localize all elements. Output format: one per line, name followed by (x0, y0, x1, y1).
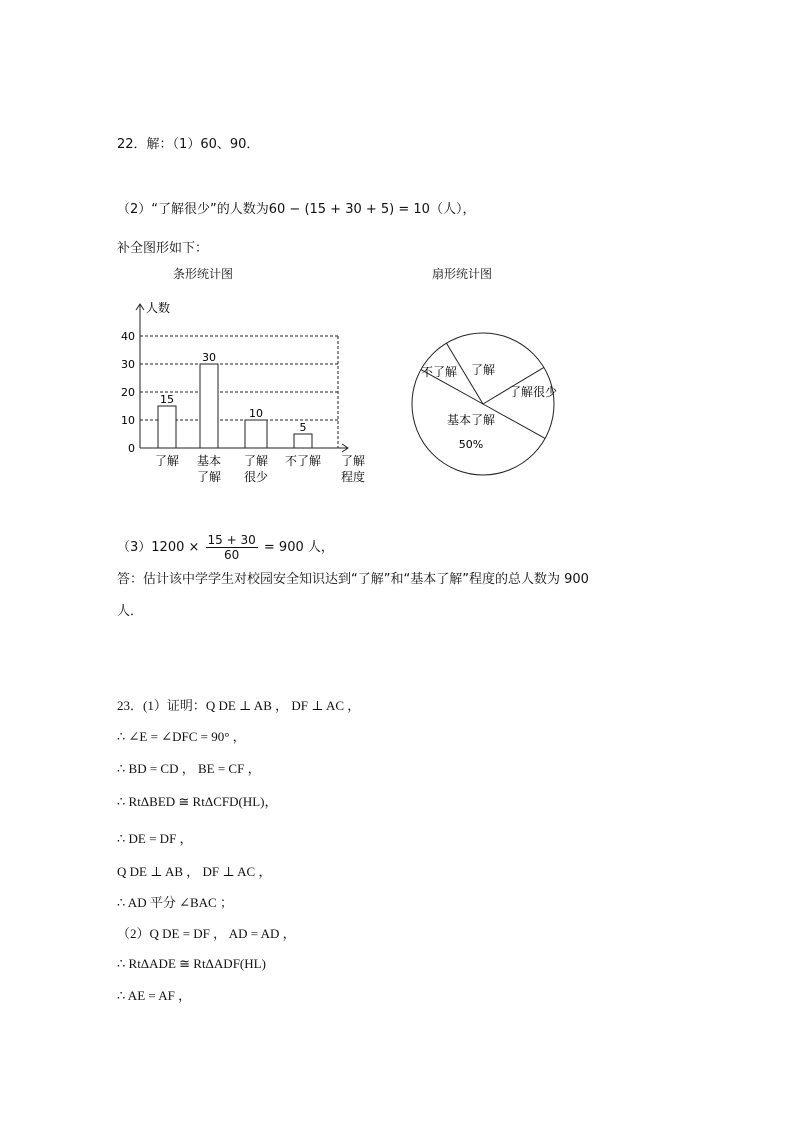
q22-header: 22．解：（1）60、90． (117, 137, 260, 152)
pie-chart (405, 318, 575, 488)
q23-line-8: （2）Q DE = DF ， AD = AD ， (117, 926, 296, 941)
part3-prefix: （3）1200 × (117, 540, 200, 555)
pie-slice-label: 基本了解 (446, 413, 496, 427)
pie-chart-title: 扇形统计图 (432, 267, 493, 281)
pie-slice-label: 了解 (470, 363, 496, 377)
pie-slice-label: 不了解 (420, 365, 458, 379)
y-tick-label: 30 (121, 358, 135, 371)
bar (200, 364, 218, 448)
part3-denominator: 60 (224, 548, 240, 562)
x-axis-label: 了解 (340, 454, 366, 468)
q23-line-10: ∴ AE = AF ， (117, 988, 192, 1003)
pie-slice-label: 了解很少 (508, 385, 558, 399)
bar-value-label: 5 (299, 421, 307, 434)
q23-line-7: ∴ AD 平分 ∠BAC ； (117, 895, 233, 910)
x-tick-label: 基本 (196, 454, 222, 468)
x-tick-label: 不了解 (284, 454, 322, 468)
part3-fraction (206, 533, 258, 562)
y-tick-label: 20 (121, 386, 135, 399)
q22-answer-line1: 答：估计该中学学生对校园安全知识达到“了解”和“基本了解”程度的总人数为 900 (117, 572, 589, 587)
bar-value-label: 15 (160, 393, 174, 406)
q23-line-9: ∴ RtΔADE ≅ RtΔADF(HL) (117, 956, 266, 971)
q23-line-1: 23．(1）证明：Q DE ⊥ AB ， DF ⊥ AC ， (117, 698, 361, 713)
q22-complete-figure: 补全图形如下： (117, 241, 209, 256)
q23-line-3: ∴ BD = CD ， BE = CF ， (117, 761, 261, 776)
bar-value-label: 10 (249, 407, 263, 420)
bar-value-label: 30 (202, 351, 216, 364)
bar (245, 420, 267, 448)
y-axis-label: 人数 (146, 301, 171, 315)
q22-part2: （2）“了解很少”的人数为60 − (15 + 30 + 5) = 10（人）， (117, 202, 476, 217)
q23-line-2: ∴ ∠E = ∠DFC = 90° ， (117, 729, 246, 744)
y-tick-label: 0 (128, 442, 135, 455)
bar (294, 434, 312, 448)
x-tick-label: 了解 (154, 454, 180, 468)
q23-line-6: Q DE ⊥ AB ， DF ⊥ AC ， (117, 864, 272, 879)
bar-chart-title: 条形统计图 (173, 267, 234, 281)
q22-answer-line2: 人． (117, 604, 144, 619)
q23-line-5: ∴ DE = DF ， (117, 831, 193, 846)
part3-numerator: 15 + 30 (207, 533, 256, 547)
x-tick-label: 了解 (243, 454, 269, 468)
q23-line-4: ∴ RtΔBED ≅ RtΔCFD(HL)， (117, 794, 278, 809)
y-tick-label: 40 (121, 330, 135, 343)
bar-chart (110, 290, 380, 490)
q22-part3 (117, 533, 334, 562)
x-tick-label: 很少 (243, 470, 269, 484)
bar (158, 406, 176, 448)
part3-suffix: = 900 人， (263, 540, 334, 555)
x-axis-label: 程度 (340, 470, 366, 484)
y-tick-label: 10 (121, 414, 135, 427)
pie-percent-label: 50% (458, 438, 484, 451)
x-tick-label: 了解 (196, 470, 222, 484)
